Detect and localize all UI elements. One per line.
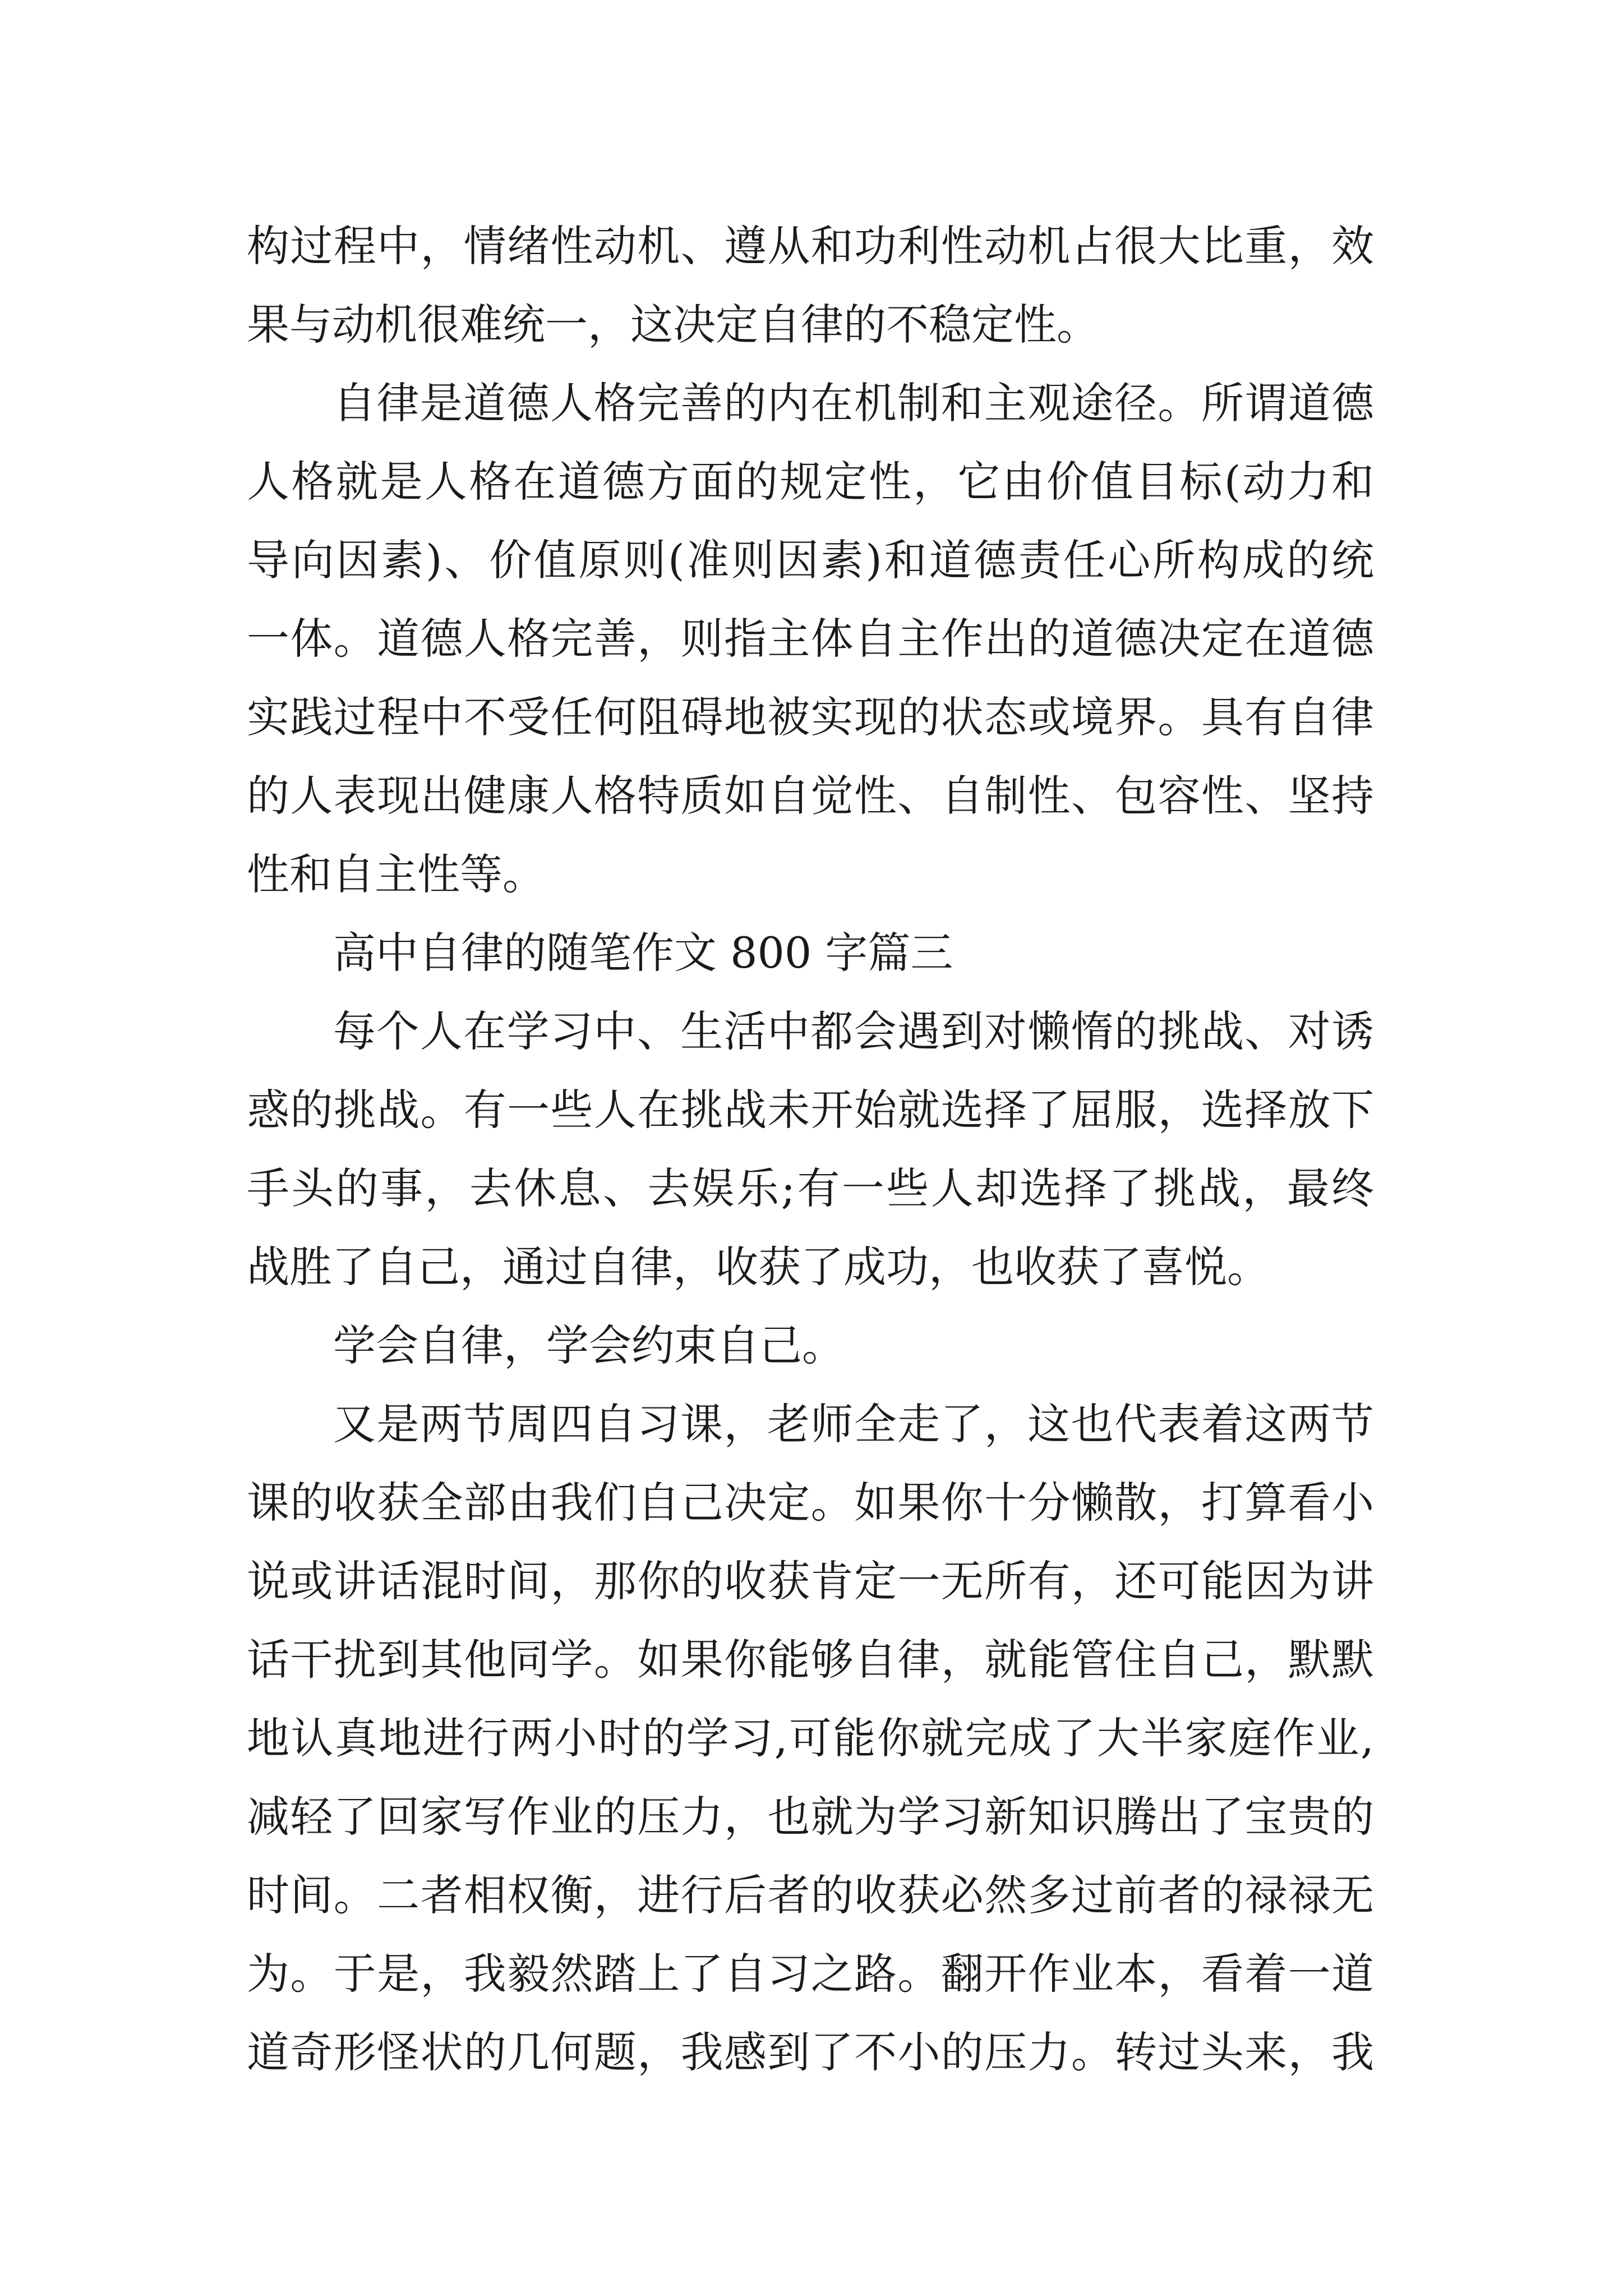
text-line: 果与动机很难统一，这决定自律的不稳定性。 bbox=[247, 300, 1099, 349]
text-line: 话干扰到其他同学。如果你能够自律，就能管住自己，默默 bbox=[247, 1635, 1374, 1685]
paragraph-first-line: 又是两节周四自习课，老师全走了，这也代表着这两节 bbox=[333, 1399, 1374, 1449]
text-line: 为。于是，我毅然踏上了自习之路。翻开作业本，看着一道 bbox=[247, 1949, 1374, 1999]
text-line: 时间。二者相权衡，进行后者的收获必然多过前者的禄禄无 bbox=[247, 1870, 1374, 1920]
paragraph-first-line: 自律是道德人格完善的内在机制和主观途径。所谓道德 bbox=[333, 378, 1374, 428]
text-line: 课的收获全部由我们自己决定。如果你十分懒散，打算看小 bbox=[247, 1478, 1374, 1527]
text-line: 导向因素)、价值原则(准则因素)和道德责任心所构成的统 bbox=[247, 535, 1374, 585]
text-line: 道奇形怪状的几何题，我感到了不小的压力。转过头来，我 bbox=[247, 2027, 1374, 2077]
text-line: 说或讲话混时间，那你的收获肯定一无所有，还可能因为讲 bbox=[247, 1556, 1374, 1606]
text-line: 一体。道德人格完善，则指主体自主作出的道德决定在道德 bbox=[247, 614, 1374, 664]
text-line: 手头的事，去休息、去娱乐;有一些人却选择了挑战，最终 bbox=[247, 1163, 1374, 1213]
text-line: 实践过程中不受任何阻碍地被实现的状态或境界。具有自律 bbox=[247, 692, 1374, 742]
text-line: 性和自主性等。 bbox=[247, 849, 545, 899]
text-line: 惑的挑战。有一些人在挑战未开始就选择了屈服，选择放下 bbox=[247, 1085, 1374, 1135]
text-line: 人格就是人格在道德方面的规定性，它由价值目标(动力和 bbox=[247, 457, 1374, 507]
text-line: 减轻了回家写作业的压力，也就为学习新知识腾出了宝贵的 bbox=[247, 1792, 1374, 1842]
text-line: 地认真地进行两小时的学习,可能你就完成了大半家庭作业, bbox=[247, 1713, 1374, 1763]
paragraph-first-line: 每个人在学习中、生活中都会遇到对懒惰的挑战、对诱 bbox=[333, 1006, 1374, 1056]
text-line: 构过程中，情绪性动机、遵从和功利性动机占很大比重，效 bbox=[247, 221, 1374, 271]
section-heading: 高中自律的随笔作文 800 字篇三 bbox=[333, 928, 953, 978]
text-line: 的人表现出健康人格特质如自觉性、自制性、包容性、坚持 bbox=[247, 771, 1374, 821]
paragraph-first-line: 学会自律，学会约束自己。 bbox=[333, 1320, 845, 1370]
text-line: 战胜了自己，通过自律，收获了成功，也收获了喜悦。 bbox=[247, 1242, 1270, 1292]
